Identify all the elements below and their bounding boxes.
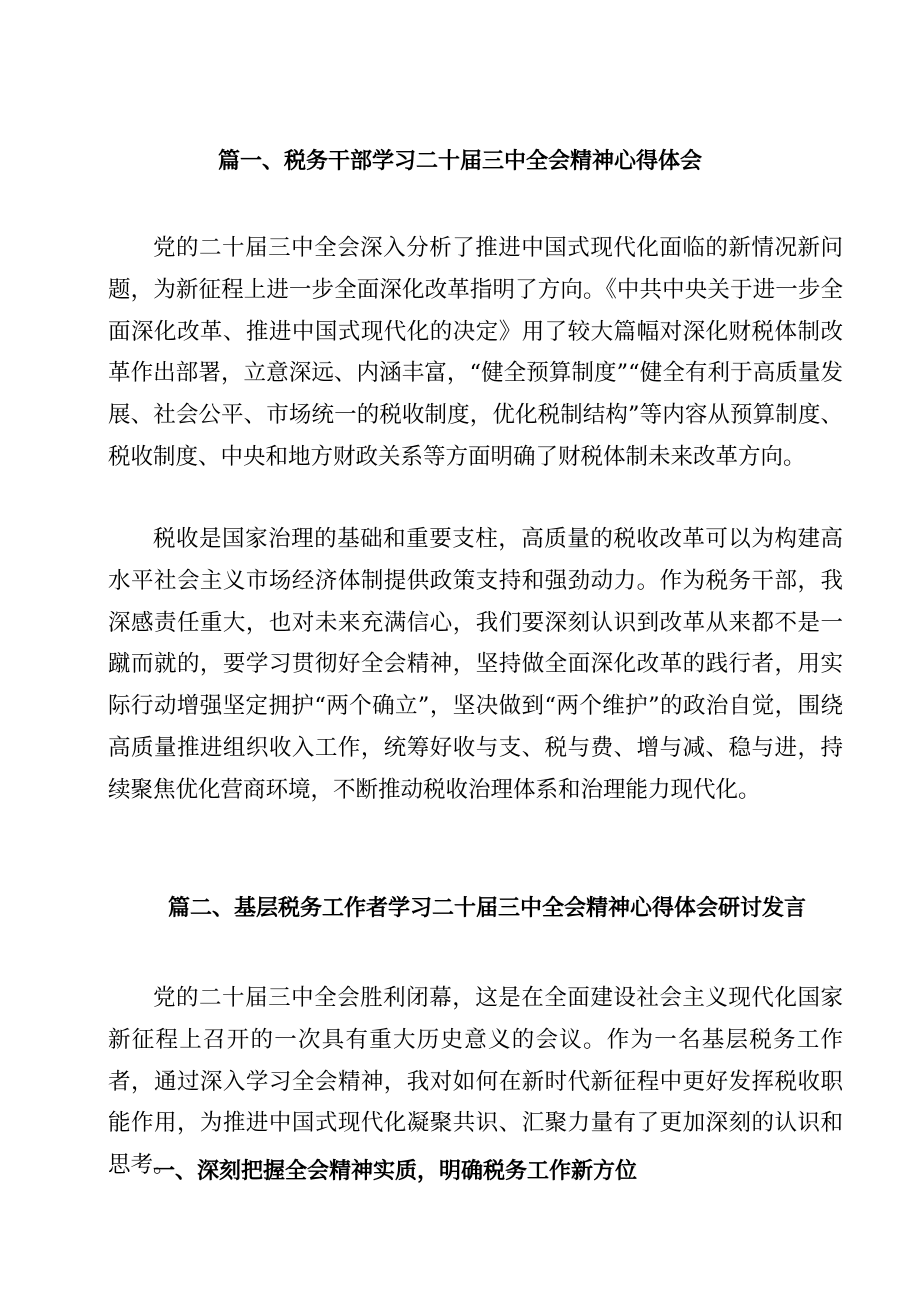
- article1-title: 篇一、税务干部学习二十届三中全会精神心得体会: [218, 148, 703, 174]
- article1-paragraph-2: 税收是国家治理的基础和重要支柱，高质量的税收改革可以为构建高水平社会主义市场经济体制提供政策支持和强劲动力。作为税务干部，我深感责任重大，也对未来充满信心，我们要深刻认识到改革从来都不是一蹴而就的，要学习贯彻好全会精神，坚持做全面深化改革的践行者，用实际行动增强坚定拥护“两个确立”，坚决做到“两个维护”的政治自觉，围绕高质量推进组织收入工作，统筹好收与支、税与费、增与减、稳与进，持续聚焦优化营商环境，不断推动税收治理体系和治理能力现代化。: [108, 526, 843, 803]
- article2-section-heading-1: 一、深刻把握全会精神实质，明确税务工作新方位: [153, 1158, 638, 1184]
- article2-paragraph-1: 党的二十届三中全会胜利闭幕，这是在全面建设社会主义现代化国家新征程上召开的一次具有重大历史意义的会议。作为一名基层税务工作者，通过深入学习全会精神，我对如何在新时代新征程中更好发挥税收职能作用，为推进中国式现代化凝聚共识、汇聚力量有了更加深刻的认识和思考。: [108, 985, 843, 1179]
- article1-paragraph-1: 党的二十届三中全会深入分析了推进中国式现代化面临的新情况新问题，为新征程上进一步全面深化改革指明了方向。《中共中央关于进一步全面深化改革、推进中国式现代化的决定》用了较大篇幅对深化财税体制改革作出部署，立意深远、内涵丰富，“健全预算制度”“健全有利于高质量发展、社会公平、市场统一的税收制度，优化税制结构”等内容从预算制度、税收制度、中央和地方财政关系等方面明确了财税体制未来改革方向。: [108, 235, 843, 470]
- article2-title: 篇二、基层税务工作者学习二十届三中全会精神心得体会研讨发言: [168, 895, 807, 921]
